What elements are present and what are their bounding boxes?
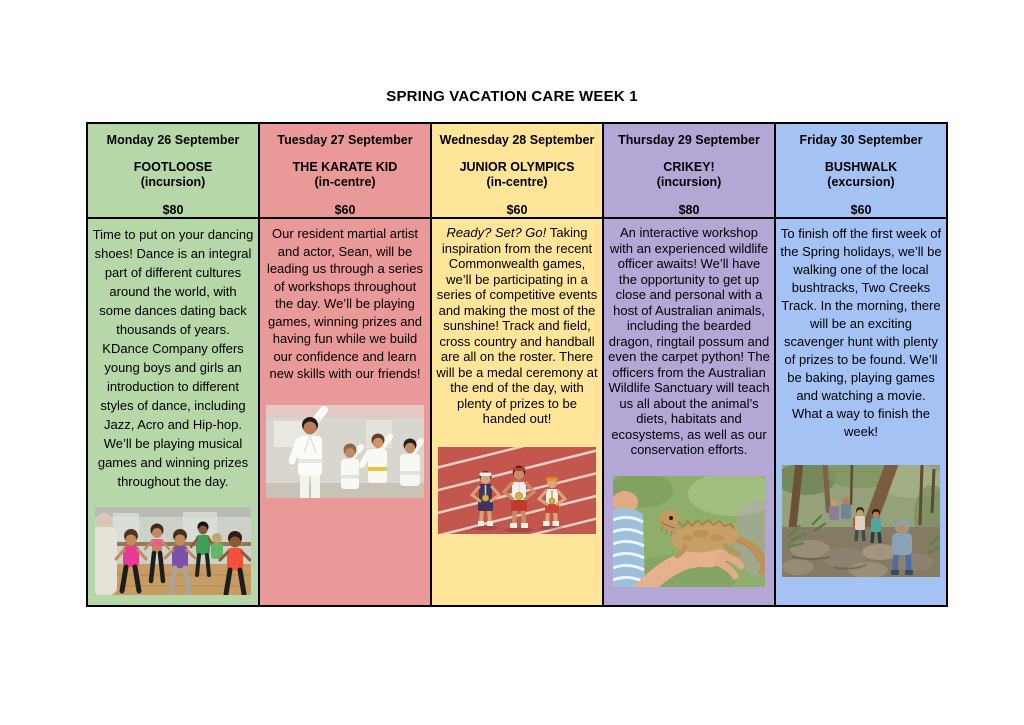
tuesday-header-cell (259, 123, 431, 218)
description-text: Taking inspiration from the recent Commonwealth games, we’ll be participating in a series of competitive events and making the most of the sunshine! Track and field, cross country and handball are all on the roster. There will be a medal ceremony at the end of the day, with plenty of prizes to be handed out! (436, 225, 598, 426)
bushwalk-photo (782, 465, 940, 577)
activity-description (92, 225, 254, 491)
monday-body-cell (87, 218, 259, 606)
junior-olympics-photo (438, 447, 596, 534)
karate-class-illustration (266, 405, 424, 498)
day-date: Tuesday 27 September (277, 133, 413, 147)
activity-format: (excursion) (827, 174, 895, 189)
activity-price: $60 (850, 203, 872, 217)
friday-header-cell (775, 123, 947, 218)
activity-name: BUSHWALK (824, 160, 898, 174)
activity-price: $80 (678, 203, 700, 217)
activity-price: $60 (334, 203, 356, 217)
activity-name: THE KARATE KID (292, 160, 398, 174)
activity-description (436, 225, 598, 427)
activity-price: $80 (162, 203, 184, 217)
bearded-dragon-photo (613, 476, 765, 587)
thursday-header-cell (603, 123, 775, 218)
schedule-table (86, 122, 948, 607)
activity-name: JUNIOR OLYMPICS (459, 160, 575, 174)
header-row (87, 123, 947, 218)
dance-class-illustration (95, 507, 251, 595)
page-title: SPRING VACATION CARE WEEK 1 (386, 88, 638, 105)
wednesday-body-cell (431, 218, 603, 606)
description-text: To finish off the first week of the Spring holidays, we’ll be walking one of the local bushtracks, Two Creeks Track. In the morning, there will be an exciting scavenger hunt with plenty of prizes to be found. We’ll be baking, playing games and watching a movie. What a way to finish the week! (780, 226, 942, 439)
wednesday-header-cell (431, 123, 603, 218)
tuesday-body-cell (259, 218, 431, 606)
description-text: Our resident martial artist and actor, Sean, will be leading us through a series of workshops throughout the day. We’ll be playing games, winning prizes and having fun while we build our confidence and learn new skills with our friends! (266, 226, 424, 381)
activity-name: CRIKEY! (663, 160, 715, 174)
description-text: An interactive workshop with an experienced wildlife officer awaits! We’ll have the opportunity to get up close and personal with a host of Australian animals, including the bearded dragon, ringtail possum and even the carpet python! The officers from the Australian Wildlife Sanctuary will teach us all about the animal’s diets, habitats and ecosystems, as well as our conservation efforts. (608, 225, 770, 457)
day-date: Wednesday 28 September (439, 133, 595, 147)
activity-description (608, 225, 770, 458)
activity-format: (in-centre) (314, 174, 376, 189)
activity-name: FOOTLOOSE (133, 160, 213, 174)
day-date: Friday 30 September (799, 133, 923, 147)
activity-price: $60 (506, 203, 528, 217)
description-italic-lead: Ready? Set? Go! (446, 225, 550, 240)
thursday-body-cell (603, 218, 775, 606)
day-date: Monday 26 September (106, 133, 240, 147)
monday-header-cell (87, 123, 259, 218)
dance-class-photo (95, 507, 251, 595)
activity-format: (incursion) (140, 174, 206, 189)
track-podium-illustration (438, 447, 596, 534)
bearded-dragon-illustration (613, 476, 765, 587)
body-row (87, 218, 947, 606)
activity-format: (incursion) (656, 174, 722, 189)
activity-description (264, 225, 426, 383)
friday-body-cell (775, 218, 947, 606)
karate-class-photo (266, 405, 424, 498)
activity-format: (in-centre) (486, 174, 548, 189)
description-text: Time to put on your dancing shoes! Dance is an integral part of different cultures around the world, with some dances dating back thousands of years. KDance Company offers young boys and girls an introduction to different styles of dance, including Jazz, Acro and Hip-hop. We’ll be playing musical games and winning prizes throughout the day. (92, 227, 254, 489)
day-date: Thursday 29 September (618, 133, 760, 147)
bushwalk-illustration (782, 465, 940, 577)
activity-description (780, 225, 942, 441)
